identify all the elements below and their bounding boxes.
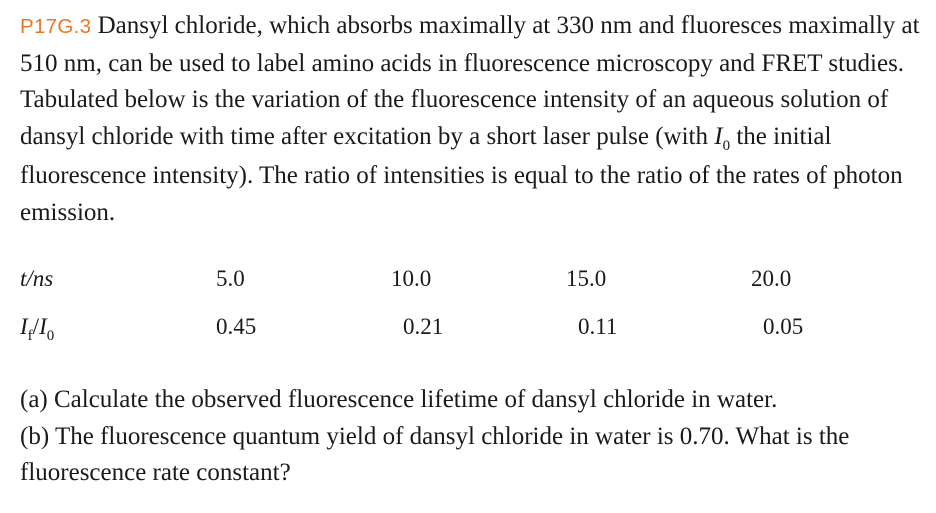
ratio-row [20, 303, 871, 351]
questions [20, 382, 932, 492]
fluorescence-data-table [20, 255, 871, 351]
time-cell: 10.0 [391, 266, 432, 291]
ratio-cell: 0.45 [216, 314, 257, 339]
time-row [20, 255, 871, 303]
question-a: (a) Calculate the observed fluorescence lifetime of dansyl chloride in water. [20, 386, 778, 413]
time-cell: 20.0 [751, 266, 792, 291]
ratio-cell: 0.11 [578, 314, 618, 339]
problem-number: P17G.3 [20, 15, 92, 38]
ratio-cell: 0.21 [403, 314, 444, 339]
time-cell: 5.0 [216, 266, 245, 291]
ratio-cell: 0.05 [763, 314, 804, 339]
time-row-label: t/ns [20, 266, 54, 291]
ratio-row-label: $I_f/I_0$ [20, 314, 55, 344]
problem-text-part1: Dansyl chloride, which absorbs maximally at 330 nm and fluoresces maximally at 510 nm, can be used to label amino acids in fluorescence microscopy and FRET studies. Tabulated below is the variation of the fluorescence intensity of an aqueous solution of dansyl chloride with time after excitation by a short laser pulse (with [20, 12, 920, 150]
problem-statement [20, 8, 932, 231]
initial-intensity-subscript: 0 [722, 137, 731, 154]
problem-text-part2: the initial fluorescence intensity). The ratio of intensities is equal to the ratio of the rates of photon emission. [20, 122, 903, 226]
time-cell: 15.0 [566, 266, 607, 291]
initial-intensity-symbol: I [714, 122, 723, 150]
question-b: (b) The fluorescence quantum yield of dansyl chloride in water is 0.70. What is the fluorescence rate constant? [20, 422, 850, 486]
